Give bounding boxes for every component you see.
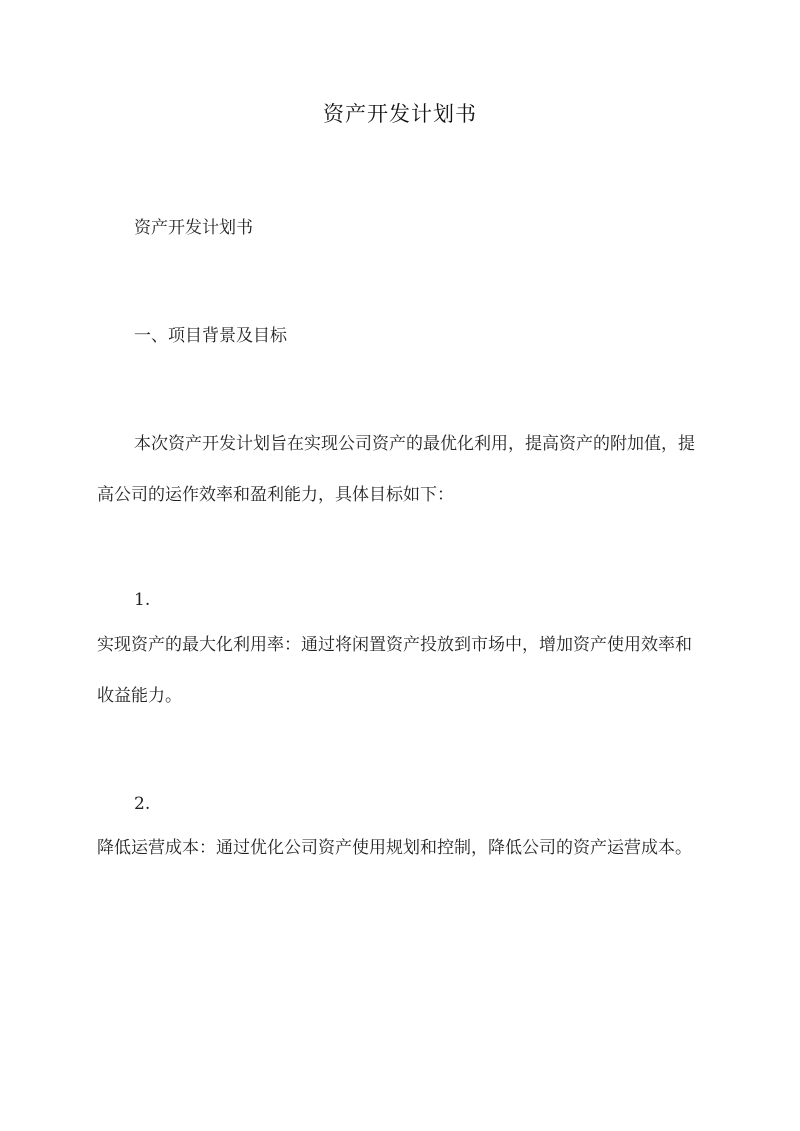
- item-text-1: 实现资产的最大化利用率：通过将闲置资产投放到市场中，增加资产使用效率和收益能力。: [97, 635, 692, 706]
- item-number-1: 1.: [134, 590, 151, 610]
- item-number-2: 2.: [134, 794, 151, 814]
- section-heading: 一、项目背景及目标: [134, 326, 287, 346]
- document-title: 资产开发计划书: [323, 102, 477, 126]
- item-text-2: 降低运营成本：通过优化公司资产使用规划和控制，降低公司的资产运营成本。: [97, 838, 692, 858]
- intro-paragraph: 本次资产开发计划旨在实现公司资产的最优化利用，提高资产的附加值，提高公司的运作效率和盈利能力，具体目标如下：: [97, 434, 695, 505]
- document-subtitle: 资产开发计划书: [134, 218, 253, 238]
